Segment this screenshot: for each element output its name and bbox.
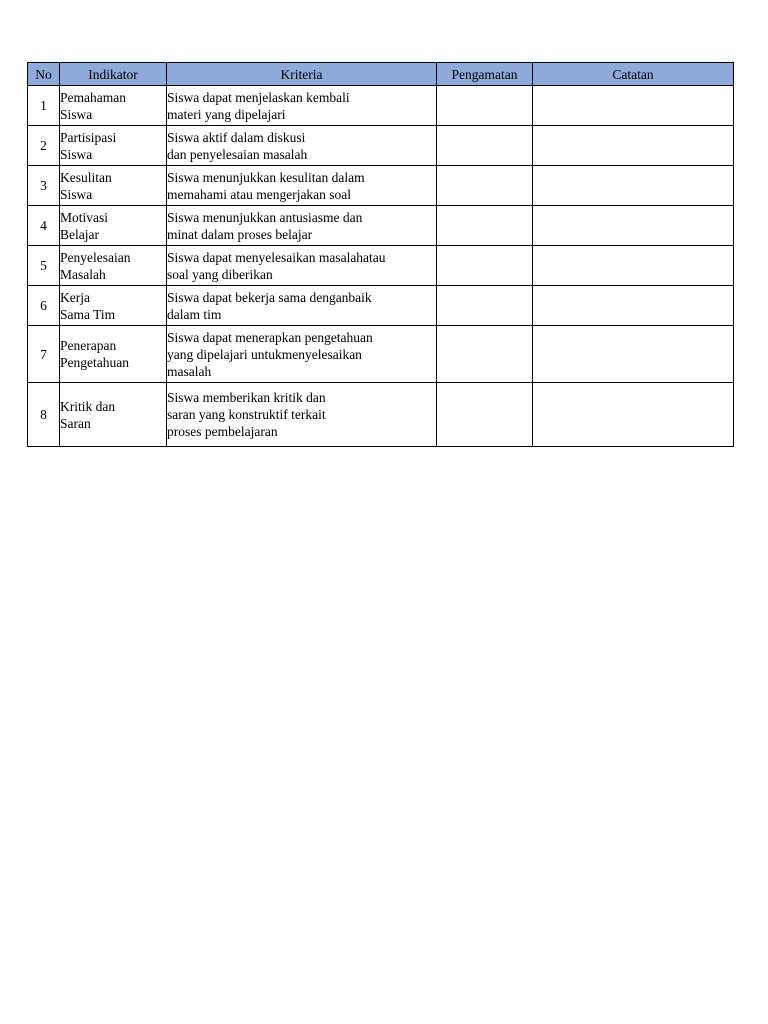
row-number: 7 xyxy=(28,326,60,383)
catatan-cell[interactable] xyxy=(533,206,734,246)
table-row xyxy=(28,383,734,447)
catatan-cell[interactable] xyxy=(533,286,734,326)
indikator-cell xyxy=(60,286,167,326)
kriteria-cell xyxy=(167,206,437,246)
indikator-cell xyxy=(60,326,167,383)
indikator-cell xyxy=(60,246,167,286)
indikator-cell xyxy=(60,166,167,206)
kriteria-line: Siswa dapat bekerja sama denganbaik xyxy=(167,289,372,305)
kriteria-cell xyxy=(167,383,437,447)
observation-table xyxy=(27,62,734,447)
catatan-cell[interactable] xyxy=(533,326,734,383)
kriteria-line: dan penyelesaian masalah xyxy=(167,146,308,162)
table-row xyxy=(28,286,734,326)
pengamatan-cell[interactable] xyxy=(437,383,533,447)
table-header-row xyxy=(28,63,734,86)
kriteria-line: masalah xyxy=(167,363,212,379)
kriteria-cell xyxy=(167,126,437,166)
kriteria-line: Siswa menunjukkan kesulitan dalam xyxy=(167,169,365,185)
catatan-cell[interactable] xyxy=(533,86,734,126)
table-row xyxy=(28,126,734,166)
pengamatan-cell[interactable] xyxy=(437,166,533,206)
kriteria-line: Siswa dapat menjelaskan kembali xyxy=(167,89,350,105)
pengamatan-cell[interactable] xyxy=(437,86,533,126)
kriteria-line: minat dalam proses belajar xyxy=(167,226,313,242)
kriteria-cell xyxy=(167,326,437,383)
indikator-line: Kritik dan xyxy=(60,398,116,414)
kriteria-cell xyxy=(167,86,437,126)
indikator-line: Kerja xyxy=(60,289,90,305)
catatan-cell[interactable] xyxy=(533,166,734,206)
row-number: 3 xyxy=(28,166,60,206)
kriteria-line: Siswa memberikan kritik dan xyxy=(167,390,326,405)
header-no: No xyxy=(28,63,60,86)
indikator-line: Pemahaman xyxy=(60,89,126,105)
table-row xyxy=(28,166,734,206)
indikator-line: Belajar xyxy=(60,226,99,242)
table-row xyxy=(28,326,734,383)
table-row xyxy=(28,206,734,246)
header-pengamatan: Pengamatan xyxy=(437,63,533,86)
indikator-line: Partisipasi xyxy=(60,129,117,145)
pengamatan-cell[interactable] xyxy=(437,206,533,246)
indikator-cell xyxy=(60,126,167,166)
table-row xyxy=(28,246,734,286)
indikator-line: Siswa xyxy=(60,146,93,162)
kriteria-line: Siswa aktif dalam diskusi xyxy=(167,129,306,145)
header-indikator: Indikator xyxy=(60,63,167,86)
row-number: 1 xyxy=(28,86,60,126)
kriteria-cell xyxy=(167,166,437,206)
indikator-line: Penerapan xyxy=(60,338,117,353)
pengamatan-cell[interactable] xyxy=(437,286,533,326)
pengamatan-cell[interactable] xyxy=(437,246,533,286)
row-number: 8 xyxy=(28,383,60,447)
row-number: 6 xyxy=(28,286,60,326)
header-kriteria: Kriteria xyxy=(167,63,437,86)
catatan-cell[interactable] xyxy=(533,383,734,447)
indikator-cell xyxy=(60,86,167,126)
kriteria-line: saran yang konstruktif terkait xyxy=(167,407,326,422)
indikator-line: Kesulitan xyxy=(60,169,112,185)
row-number: 2 xyxy=(28,126,60,166)
catatan-cell[interactable] xyxy=(533,126,734,166)
row-number: 4 xyxy=(28,206,60,246)
indikator-cell xyxy=(60,206,167,246)
kriteria-line: soal yang diberikan xyxy=(167,266,273,282)
kriteria-line: proses pembelajaran xyxy=(167,424,278,439)
kriteria-line: Siswa dapat menerapkan pengetahuan xyxy=(167,329,373,345)
indikator-line: Pengetahuan xyxy=(60,355,129,370)
table-row xyxy=(28,86,734,126)
kriteria-line: materi yang dipelajari xyxy=(167,106,286,122)
kriteria-line: dalam tim xyxy=(167,306,222,322)
indikator-line: Siswa xyxy=(60,106,93,122)
indikator-line: Sama Tim xyxy=(60,306,116,322)
pengamatan-cell[interactable] xyxy=(437,326,533,383)
kriteria-line: Siswa dapat menyelesaikan masalahatau xyxy=(167,249,386,265)
kriteria-line: Siswa menunjukkan antusiasme dan xyxy=(167,209,363,225)
indikator-line: Motivasi xyxy=(60,209,109,225)
header-catatan: Catatan xyxy=(533,63,734,86)
row-number: 5 xyxy=(28,246,60,286)
indikator-cell xyxy=(60,383,167,447)
pengamatan-cell[interactable] xyxy=(437,126,533,166)
kriteria-cell xyxy=(167,246,437,286)
kriteria-line: yang dipelajari untukmenyelesaikan xyxy=(167,346,362,362)
indikator-line: Penyelesaian xyxy=(60,249,131,265)
indikator-line: Masalah xyxy=(60,266,106,282)
kriteria-line: memahami atau mengerjakan soal xyxy=(167,186,352,202)
indikator-line: Siswa xyxy=(60,186,93,202)
indikator-line: Saran xyxy=(60,415,91,431)
kriteria-cell xyxy=(167,286,437,326)
catatan-cell[interactable] xyxy=(533,246,734,286)
